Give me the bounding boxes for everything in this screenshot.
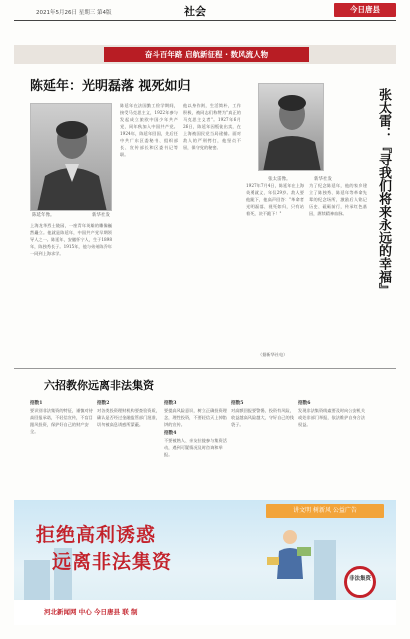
tip-body: 对各类投资理财机构要查验资质，确认是否经过金融监管部门批准，切勿被高息诱惑所蒙蔽。 bbox=[97, 408, 160, 427]
tip-column bbox=[30, 398, 94, 500]
newspaper-logo: 今日唐县 bbox=[334, 3, 396, 17]
zhang-portrait-photo bbox=[258, 83, 324, 171]
fraud-article-title: 六招教你远离非法集资 bbox=[44, 379, 154, 392]
chen-source: （据新华社电） bbox=[258, 352, 288, 357]
poster-footer-credit: 河北新闻网 中心 今日唐县 联 制 bbox=[44, 608, 138, 616]
tip-heading: 招数2 bbox=[97, 401, 110, 406]
tip-heading: 招数1 bbox=[30, 401, 43, 406]
chen-photo-credit: 新华社发 bbox=[92, 213, 110, 218]
section-title: 社会 bbox=[184, 5, 206, 18]
person-with-money-illustration bbox=[265, 527, 315, 579]
poster-slogan-line2: 远离非法集资 bbox=[52, 551, 173, 573]
public-ad-label: 讲文明 树新风 公益广告 bbox=[266, 504, 384, 518]
tip-body: 对高额回报要警惕，投资有风险，收益越高风险越大，守好自己的钱袋子。 bbox=[231, 408, 294, 427]
tip-column bbox=[97, 398, 161, 500]
page-header bbox=[14, 2, 396, 20]
zhang-photo-credit: 新华社发 bbox=[314, 177, 332, 182]
tip-heading: 招数5 bbox=[231, 401, 244, 406]
tip-body: 要识别非法集资的特征，谨慎对待高回报承诺，不轻信宣传，不盲目跟风投资，保护好自己的财产安全。 bbox=[30, 408, 93, 434]
section-divider bbox=[14, 368, 396, 369]
tip-heading: 招数6 bbox=[298, 401, 311, 406]
tip-column bbox=[231, 398, 295, 500]
tip-column bbox=[164, 398, 228, 500]
no-illegal-fundraising-sign: 非法集资 bbox=[344, 566, 376, 598]
zhang-photo-caption: 张太雷像。 bbox=[268, 177, 291, 182]
tip-body: 不要被熟人、亲友拉拢参与集资活动，遇到可疑情况及时咨询和举报。 bbox=[164, 438, 227, 457]
chen-photo-caption: 陈延年像。 bbox=[32, 213, 55, 218]
chen-body-column: 1927年7月4日，陈延年在上海英勇就义，年仅29岁。敌人要他跪下，他高声回答："革命者光明磊落、视死如归，只有站着死，决不跪下！" bbox=[246, 183, 304, 216]
chen-body-column: 他以身作则，生活简朴，工作积极，被同志们称赞为"真正的马克思主义者"。1927年6月26日，陈延年因叛徒出卖，在上海被国民党当局逮捕。面对敌人的严刑拷打，他坚贞不屈，保守党的秘密。 bbox=[183, 103, 241, 150]
background-building bbox=[24, 560, 50, 600]
poster-slogan-line1: 拒绝高利诱惑 bbox=[36, 524, 157, 546]
chen-body-column: 上海龙华烈士陵园，一座青年英雄的雕像巍然矗立。他就是陈延年，中国共产党早期领导人之一。陈延年，安徽怀宁人，生于1898年，陈独秀长子。1915年，他与弟弟陈乔年一同到上海求学。 bbox=[30, 223, 112, 256]
chen-article-title: 陈延年：光明磊落 视死如归 bbox=[30, 79, 191, 94]
tip-body: 发现非法集资线索要及时向公安机关或处非部门举报，依法维护自身合法权益。 bbox=[298, 408, 366, 427]
tip-heading: 招数4 bbox=[164, 431, 177, 436]
tip-column bbox=[298, 398, 368, 500]
chen-body-column: 陈延年在法国勤工俭学期间，接受马克思主义，1922年参与发起成立旅欧中国少年共产党，同年秋加入中国共产党。1924年，陈延年回国，先后任中共广东区委秘书、组织部长、宣传部长和区委书记等职。 bbox=[120, 103, 178, 157]
tip-body: 要提高风险意识，树立正确投资理念，理性投资，不要轻信天上掉馅饼的宣传。 bbox=[164, 408, 227, 427]
chen-body-column: 为了纪念陈延年，他的家乡建立了陈独秀、陈延年等革命先辈的纪念场所，激励后人铭记历史、砥砺前行，传承红色基因，赓续精神血脉。 bbox=[309, 183, 367, 216]
background-building bbox=[314, 540, 336, 600]
issue-date: 2021年5月26日 星期三 第4版 bbox=[36, 10, 112, 16]
column-banner: 奋斗百年路 启航新征程 · 数风流人物 bbox=[104, 47, 309, 62]
zhang-article-title: 张太雷：『寻我们将来永远的幸福』 bbox=[376, 88, 391, 296]
header-rule bbox=[14, 20, 396, 21]
tip-heading: 招数3 bbox=[164, 401, 177, 406]
chen-portrait-photo bbox=[30, 103, 112, 211]
